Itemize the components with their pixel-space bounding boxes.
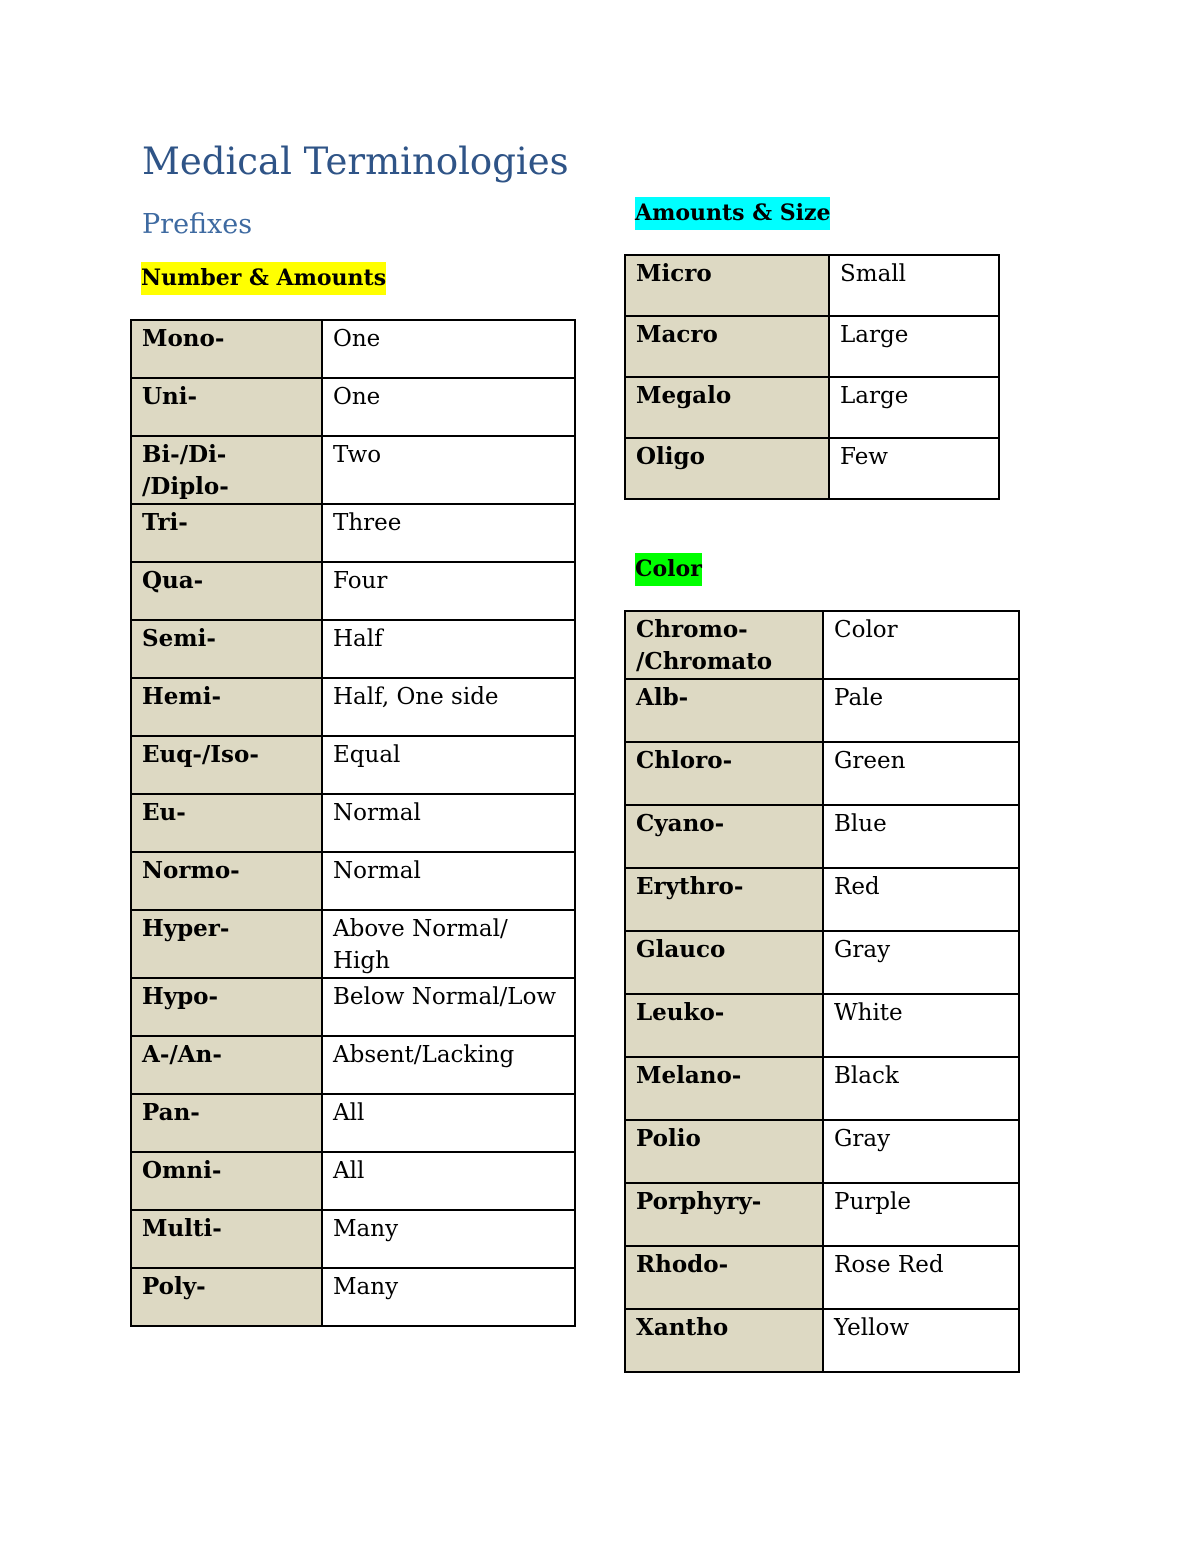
meaning-cell: Gray: [823, 931, 1019, 994]
prefix-cell: Hemi-: [131, 678, 322, 736]
table-row: [131, 736, 575, 794]
meaning-cell: Rose Red: [823, 1246, 1019, 1309]
page-title: Medical Terminologies: [142, 140, 569, 183]
meaning-cell: Large: [829, 316, 999, 377]
table-row: [131, 1094, 575, 1152]
prefix-cell: Chloro-: [625, 742, 823, 805]
meaning-cell: All: [322, 1152, 575, 1210]
table-row: [625, 316, 999, 377]
table-row: [625, 1120, 1019, 1183]
table-number-amounts: [130, 319, 576, 1327]
meaning-cell: All: [322, 1094, 575, 1152]
prefix-cell: Euq-/Iso-: [131, 736, 322, 794]
table-row: [131, 562, 575, 620]
meaning-cell: One: [322, 320, 575, 378]
meaning-cell: Many: [322, 1268, 575, 1326]
heading-color: Color: [635, 553, 702, 586]
meaning-cell: Below Normal/Low: [322, 978, 575, 1036]
section-subtitle-prefixes: Prefixes: [142, 209, 253, 240]
prefix-cell: Xantho: [625, 1309, 823, 1372]
table-row: [625, 805, 1019, 868]
prefix-cell: Hypo-: [131, 978, 322, 1036]
table-row: [625, 438, 999, 499]
meaning-cell: Small: [829, 255, 999, 316]
meaning-cell: Color: [823, 611, 1019, 679]
table-row: [131, 436, 575, 504]
meaning-cell: Above Normal/ High: [322, 910, 575, 978]
meaning-cell: Absent/Lacking: [322, 1036, 575, 1094]
prefix-cell: A-/An-: [131, 1036, 322, 1094]
meaning-cell: Green: [823, 742, 1019, 805]
meaning-cell: Red: [823, 868, 1019, 931]
table-row: [625, 611, 1019, 679]
meaning-cell: One: [322, 378, 575, 436]
prefix-cell: Micro: [625, 255, 829, 316]
meaning-cell: Equal: [322, 736, 575, 794]
table-row: [131, 1210, 575, 1268]
prefix-cell: Hyper-: [131, 910, 322, 978]
prefix-cell: Poly-: [131, 1268, 322, 1326]
table-row: [131, 794, 575, 852]
heading-amounts-size: Amounts & Size: [635, 197, 830, 230]
table-row: [131, 320, 575, 378]
table-row: [131, 978, 575, 1036]
prefix-cell: Tri-: [131, 504, 322, 562]
prefix-cell: Megalo: [625, 377, 829, 438]
prefix-cell: Normo-: [131, 852, 322, 910]
meaning-cell: Half: [322, 620, 575, 678]
meaning-cell: Three: [322, 504, 575, 562]
table-row: [625, 1057, 1019, 1120]
meaning-cell: Black: [823, 1057, 1019, 1120]
meaning-cell: Normal: [322, 794, 575, 852]
prefix-cell: Uni-: [131, 378, 322, 436]
prefix-cell: Semi-: [131, 620, 322, 678]
table-row: [131, 1152, 575, 1210]
table-row: [131, 378, 575, 436]
prefix-cell: Porphyry-: [625, 1183, 823, 1246]
meaning-cell: Gray: [823, 1120, 1019, 1183]
table-row: [625, 1183, 1019, 1246]
table-row: [131, 1036, 575, 1094]
prefix-cell: Macro: [625, 316, 829, 377]
table-row: [625, 931, 1019, 994]
meaning-cell: Half, One side: [322, 678, 575, 736]
meaning-cell: Four: [322, 562, 575, 620]
table-row: [131, 1268, 575, 1326]
table-row: [131, 852, 575, 910]
table-row: [625, 255, 999, 316]
table-color: [624, 610, 1020, 1373]
prefix-cell: Cyano-: [625, 805, 823, 868]
table-row: [131, 678, 575, 736]
prefix-cell: Omni-: [131, 1152, 322, 1210]
meaning-cell: Yellow: [823, 1309, 1019, 1372]
prefix-cell: Melano-: [625, 1057, 823, 1120]
table-row: [131, 910, 575, 978]
prefix-cell: Chromo- /Chromato: [625, 611, 823, 679]
table-row: [625, 742, 1019, 805]
prefix-cell: Rhodo-: [625, 1246, 823, 1309]
table-row: [131, 504, 575, 562]
meaning-cell: Blue: [823, 805, 1019, 868]
prefix-cell: Alb-: [625, 679, 823, 742]
meaning-cell: Large: [829, 377, 999, 438]
table-row: [131, 620, 575, 678]
prefix-cell: Qua-: [131, 562, 322, 620]
prefix-cell: Multi-: [131, 1210, 322, 1268]
prefix-cell: Mono-: [131, 320, 322, 378]
table-amounts-size: [624, 254, 1000, 500]
prefix-cell: Oligo: [625, 438, 829, 499]
table-row: [625, 868, 1019, 931]
prefix-cell: Polio: [625, 1120, 823, 1183]
table-row: [625, 1309, 1019, 1372]
prefix-cell: Pan-: [131, 1094, 322, 1152]
table-row: [625, 377, 999, 438]
meaning-cell: White: [823, 994, 1019, 1057]
table-row: [625, 994, 1019, 1057]
meaning-cell: Pale: [823, 679, 1019, 742]
prefix-cell: Glauco: [625, 931, 823, 994]
prefix-cell: Leuko-: [625, 994, 823, 1057]
meaning-cell: Two: [322, 436, 575, 504]
table-row: [625, 1246, 1019, 1309]
meaning-cell: Many: [322, 1210, 575, 1268]
meaning-cell: Few: [829, 438, 999, 499]
meaning-cell: Purple: [823, 1183, 1019, 1246]
prefix-cell: Eu-: [131, 794, 322, 852]
meaning-cell: Normal: [322, 852, 575, 910]
table-row: [625, 679, 1019, 742]
prefix-cell: Bi-/Di- /Diplo-: [131, 436, 322, 504]
heading-number-amounts: Number & Amounts: [141, 262, 386, 295]
prefix-cell: Erythro-: [625, 868, 823, 931]
